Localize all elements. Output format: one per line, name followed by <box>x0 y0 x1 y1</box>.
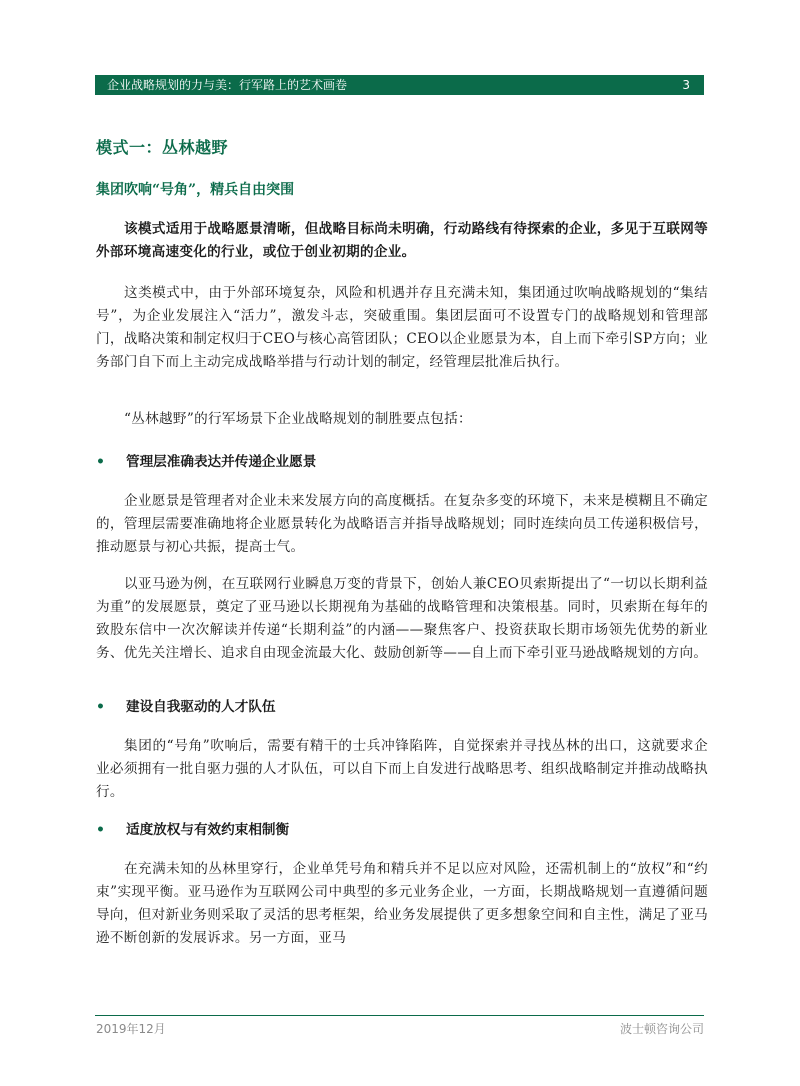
bullet-dot-icon: • <box>96 454 105 470</box>
bullet-1-label: 管理层准确表达并传递企业愿景 <box>126 454 317 470</box>
bullet-2 <box>96 697 276 717</box>
header-title: 企业战略规划的力与美：行军路上的艺术画卷 <box>107 78 348 92</box>
section-title: 模式一：丛林越野 <box>96 138 229 157</box>
header-bar <box>95 75 704 95</box>
bullet-dot-icon: • <box>96 822 105 838</box>
footer-divider <box>95 1015 704 1016</box>
page-number: 3 <box>682 78 690 92</box>
bullet-3 <box>96 820 289 840</box>
bullet-1-paragraph-1: 企业愿景是管理者对企业未来发展方向的高度概括。在复杂多变的环境下，未来是模糊且不确定的，管理层需要准确地将企业愿景转化为战略语言并指导战略规划；同时连续向员工传递积极信号，推动愿景与初心共振，提高士气。 <box>96 493 708 555</box>
paragraph-1: 这类模式中，由于外部环境复杂，风险和机遇并存且充满未知，集团通过吹响战略规划的“集结号”，为企业发展注入“活力”，激发斗志，突破重围。集团层面可不设置专门的战略规划和管理部门，战略决策和制定权归于CEO与核心高管团队；CEO以企业愿景为本，自上而下牵引SP方向；业务部门自下而上主动完成战略举措与行动计划的制定，经管理层批准后执行。 <box>96 285 708 370</box>
intro-paragraph: 该模式适用于战略愿景清晰，但战略目标尚未明确，行动路线有待探索的企业，多见于互联网等外部环境高速变化的行业，或位于创业初期的企业。 <box>96 221 708 260</box>
bullet-3-label: 适度放权与有效约束相制衡 <box>126 822 290 838</box>
footer-date: 2019年12月 <box>96 1022 166 1036</box>
bullet-dot-icon: • <box>96 699 105 715</box>
bullet-3-paragraph-1: 在充满未知的丛林里穿行，企业单凭号角和精兵并不足以应对风险，还需机制上的“放权”和“约束”实现平衡。亚马逊作为互联网公司中典型的多元业务企业，一方面，长期战略规划一直遵循问题导向，但对新业务则采取了灵活的思考框架，给业务发展提供了更多想象空间和自主性，满足了亚马逊不断创新的发展诉求。另一方面，亚马 <box>96 861 708 946</box>
paragraph-2: “丛林越野”的行军场景下企业战略规划的制胜要点包括： <box>124 411 472 427</box>
bullet-1-paragraph-2: 以亚马逊为例，在互联网行业瞬息万变的背景下，创始人兼CEO贝索斯提出了“一切以长期利益为重”的发展愿景，奠定了亚马逊以长期视角为基础的战略管理和决策根基。同时，贝索斯在每年的致股东信中一次次解读并传递“长期利益”的内涵——聚焦客户、投资获取长期市场领先优势的新业务、优先关注增长、追求自由现金流最大化、鼓励创新等——自上而下牵引亚马逊战略规划的方向。 <box>96 576 708 661</box>
bullet-1 <box>96 452 316 472</box>
footer-company: 波士顿咨询公司 <box>619 1022 704 1036</box>
section-subtitle: 集团吹响“号角”，精兵自由突围 <box>96 182 295 198</box>
bullet-2-label: 建设自我驱动的人才队伍 <box>126 699 276 715</box>
bullet-2-paragraph-1: 集团的“号角”吹响后，需要有精干的士兵冲锋陷阵，自觉探索并寻找丛林的出口，这就要求企业必须拥有一批自驱力强的人才队伍，可以自下而上自发进行战略思考、组织战略制定并推动战略执行。 <box>96 738 708 800</box>
